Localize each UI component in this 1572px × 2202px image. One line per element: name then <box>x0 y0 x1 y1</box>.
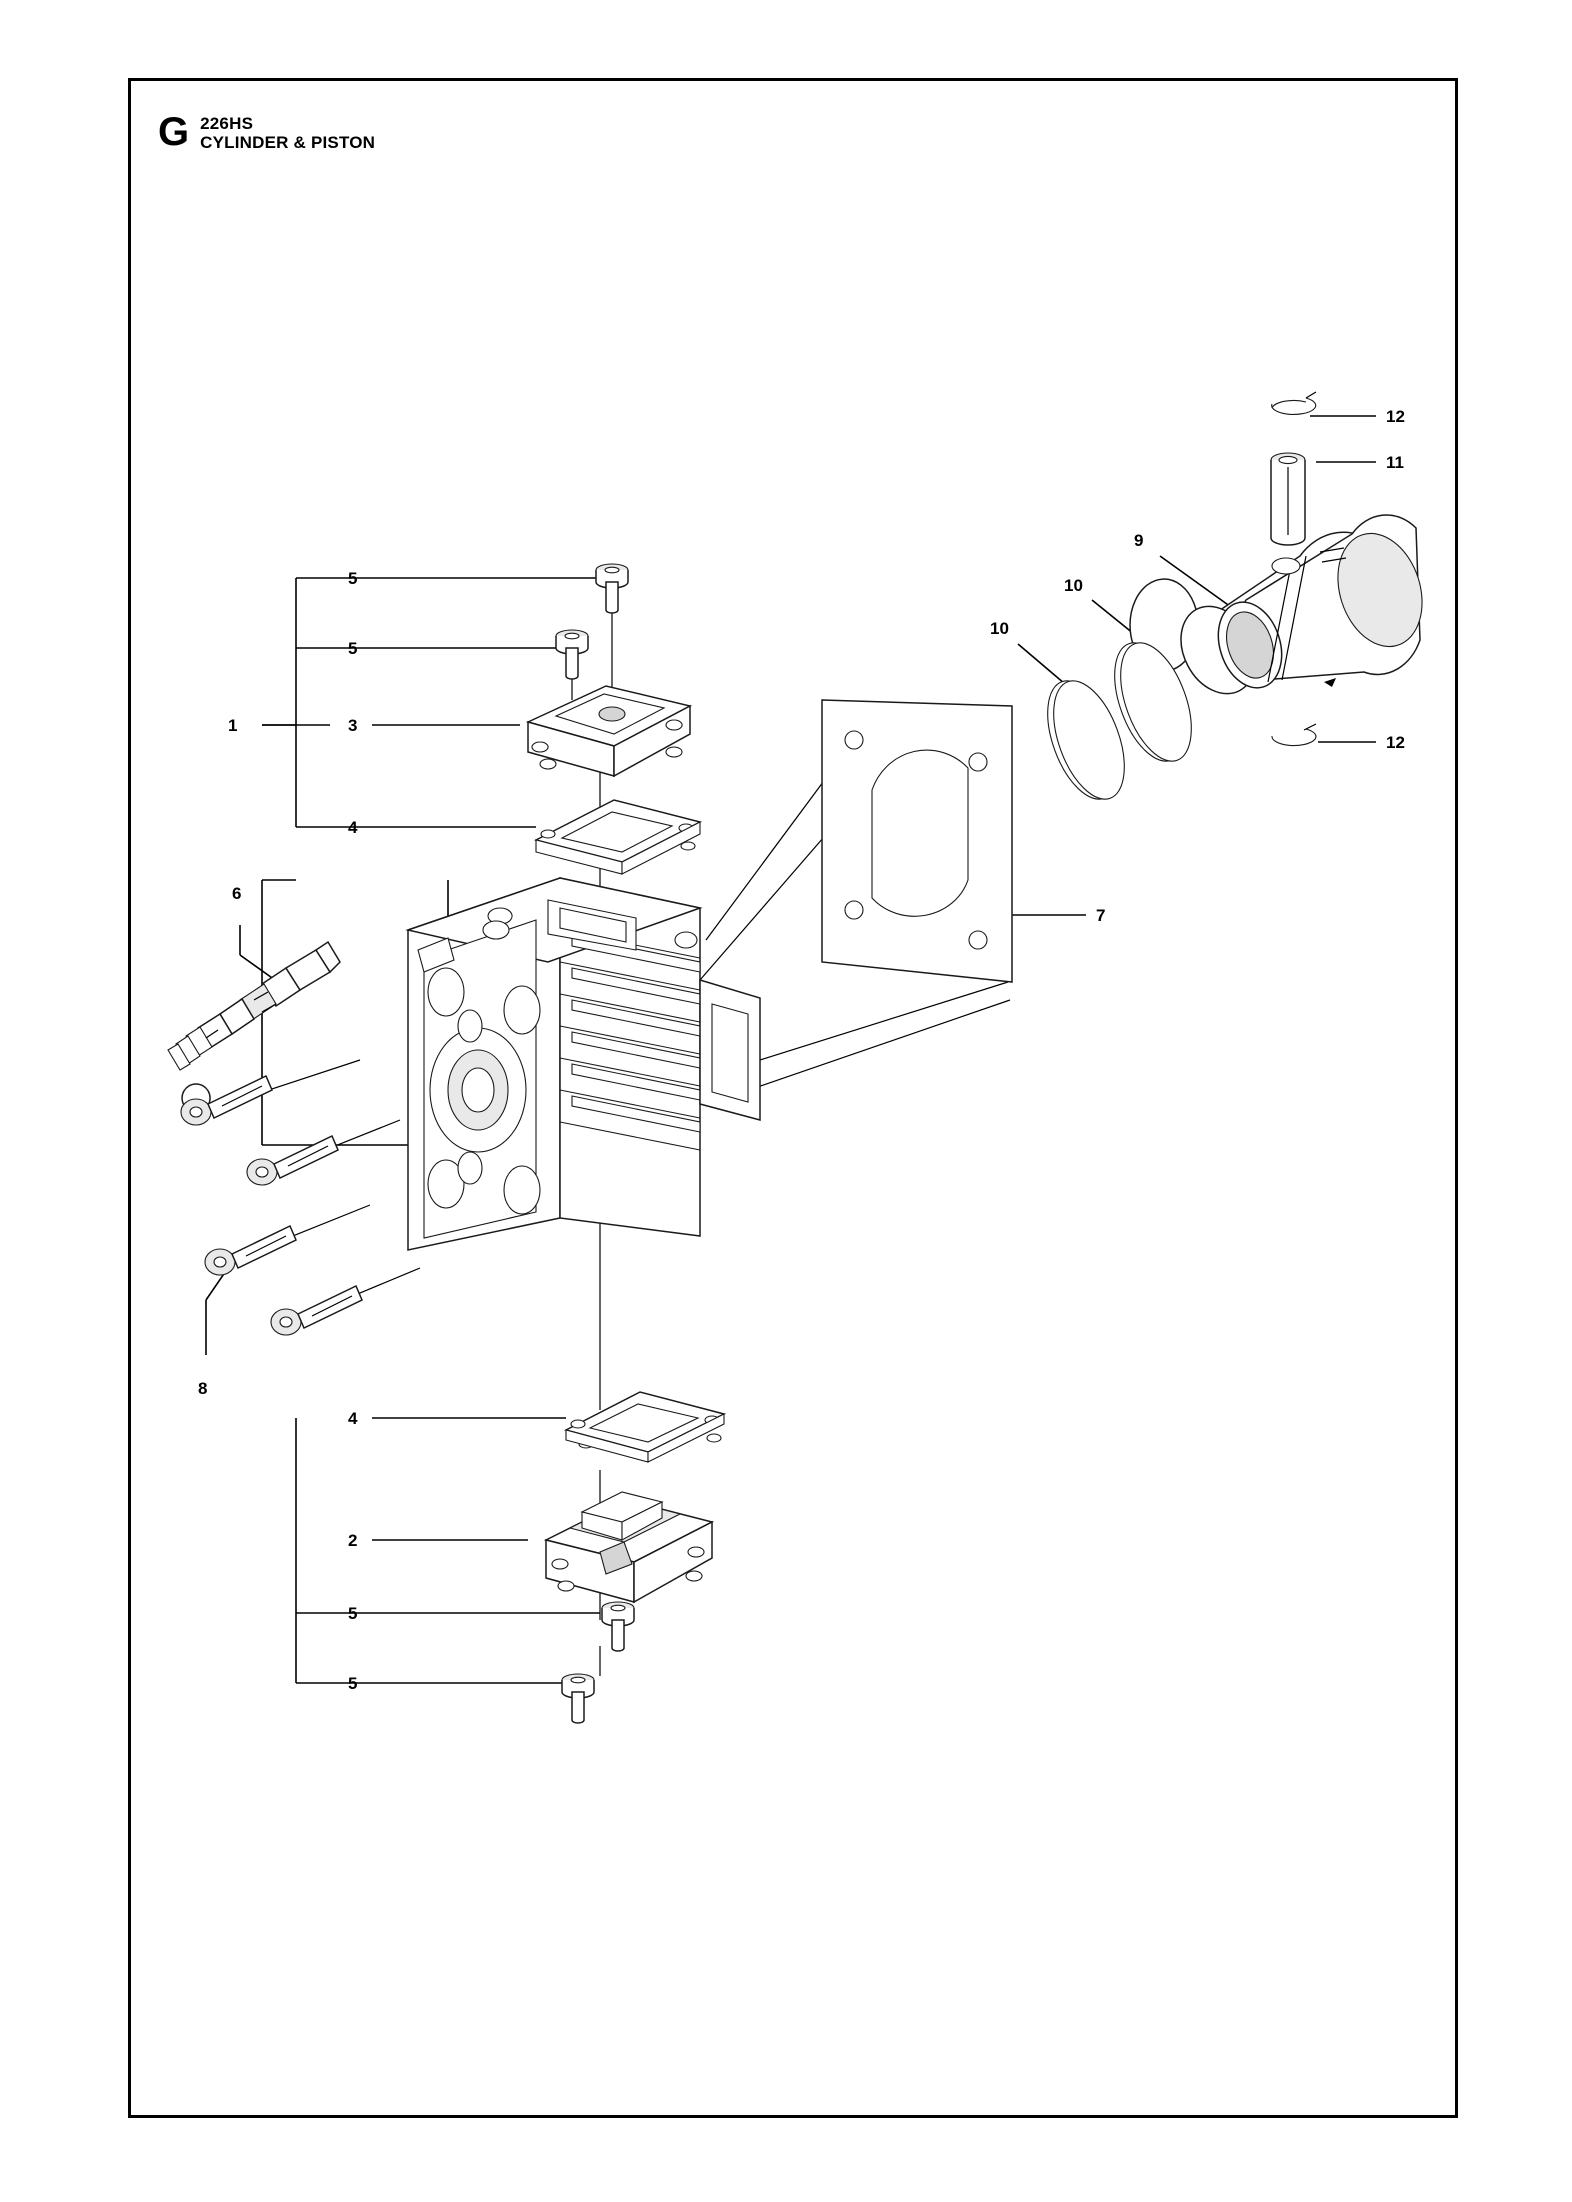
callout-3: 3 <box>348 716 358 735</box>
callout-12-a: 12 <box>1386 407 1405 426</box>
header-titles <box>200 112 375 152</box>
page-header <box>158 112 375 152</box>
callout-5-c: 5 <box>348 1604 358 1623</box>
model-number: 226HS <box>200 114 254 133</box>
callout-5-a: 5 <box>348 569 358 588</box>
section-letter: G <box>158 110 189 154</box>
callout-10-b: 10 <box>990 619 1009 638</box>
page-border <box>128 78 1458 2118</box>
callout-6: 6 <box>232 884 242 903</box>
callout-5-d: 5 <box>348 1674 358 1693</box>
callout-7: 7 <box>1096 906 1106 925</box>
callout-1: 1 <box>228 716 238 735</box>
callout-10-a: 10 <box>1064 576 1083 595</box>
callout-12-b: 12 <box>1386 733 1405 752</box>
callout-8: 8 <box>198 1379 208 1398</box>
callout-5-b: 5 <box>348 639 358 658</box>
callout-2: 2 <box>348 1531 358 1550</box>
callout-11: 11 <box>1386 453 1404 472</box>
callout-9: 9 <box>1134 531 1144 550</box>
callout-4-top: 4 <box>348 818 358 837</box>
callout-4-bottom: 4 <box>348 1409 358 1428</box>
page-title: CYLINDER & PISTON <box>200 133 376 152</box>
